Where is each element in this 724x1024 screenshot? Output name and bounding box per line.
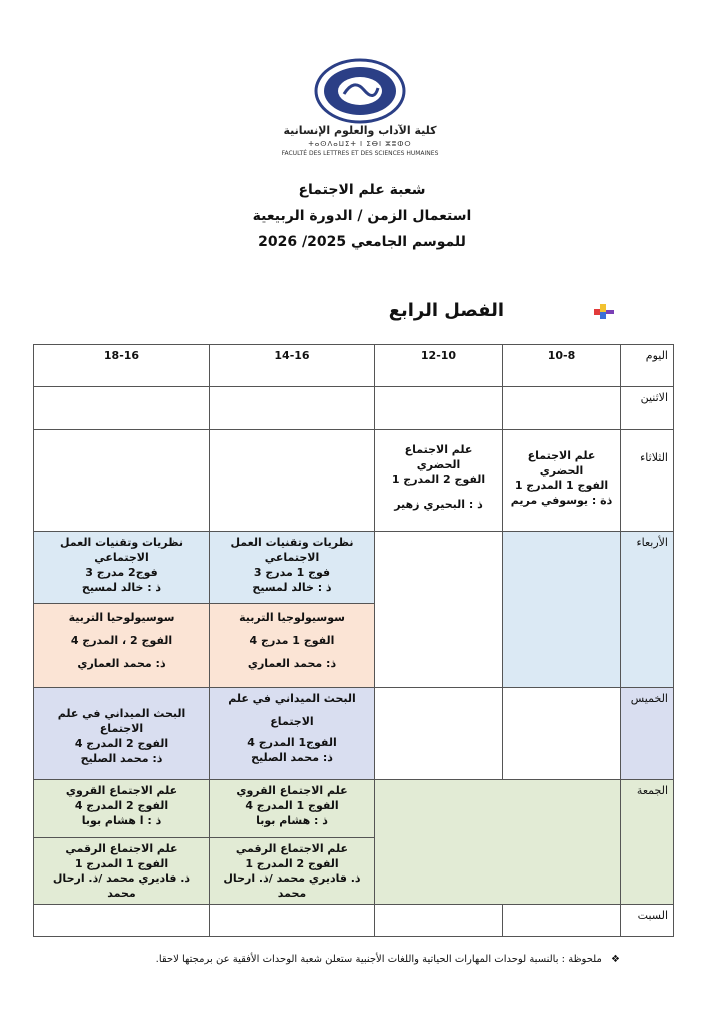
footnote [100,954,620,965]
footnote-text: ملحوظة : بالنسبة لوحدات المهارات الحياتية واللغات الأجنبية ستعلن شعبة الوحدات الأفقية عن برمجتها لاحقا. [155,954,602,965]
course-rural-sociology-g1: علم الاجتماع القروي الفوج 1 المدرج 4 ذ : هشام بوبا [210,780,375,838]
day-wednesday: الأربعاء [621,532,674,688]
cell-empty [503,688,621,780]
course-sociology-education-g1: سوسيولوجيا التربية الفوج 1 مدرج 4 ذ: محمد العماري [210,604,375,688]
cell-empty [210,387,375,430]
day-friday: الجمعة [621,780,674,905]
logo-french-text: FACULTÉ DES LETTRES ET DES SCIENCES HUMAINES [281,150,439,157]
course-digital-sociology-g1: علم الاجتماع الرقمي الفوج 1 المدرج 1 ذ. قاديري محمد /ذ. ارحال محمد [34,838,210,905]
cell-empty [375,780,621,905]
course-social-work-g2: نظريات وتقنيات العمل الاجتماعي فوج2 مدرج 3 ذ : خالد لمسيح [34,532,210,604]
day-thursday: الخميس [621,688,674,780]
header-slot-10-12: 12-10 [375,345,503,387]
course-urban-sociology-g2: علم الاجتماع الحضري الفوج 2 المدرج 1 ذ : البحيري زهير [375,430,503,532]
diamond-bullet-icon: ❖ [611,954,620,965]
course-sociology-education-g2: سوسيولوحيا التربية الفوج 2 ، المدرج 4 ذ: محمد العماري [34,604,210,688]
logo-arabic-text: كلية الآداب والعلوم الإنسانية [283,124,437,137]
cell-empty [503,532,621,688]
header-slot-8-10: 10-8 [503,345,621,387]
header-slot-16-18: 18-16 [34,345,210,387]
university-seal-icon [314,58,406,124]
semester-title: الفصل الرابع [388,300,504,321]
cell-empty [375,688,503,780]
cell-empty [34,387,210,430]
cell-empty [375,387,503,430]
cell-empty [210,430,375,532]
faculty-logo [270,58,450,163]
course-field-research-g2: البحث الميداني في علم الاجتماع الفوج 2 المدرج 4 ذ: محمد الصليح [34,688,210,780]
course-rural-sociology-g2: علم الاجتماع القروي الفوج 2 المدرج 4 ذ : ا هشام بوبا [34,780,210,838]
day-saturday: السبت [621,905,674,937]
cell-empty [34,905,210,937]
course-field-research-g1: البحث الميداني في علم الاجتماع الفوج1 المدرج 4 ذ: محمد الصليح [210,688,375,780]
cell-empty [503,387,621,430]
logo-tifinagh-text: ⵜⴰⵙⴷⴰⵡⵉⵜ ⵏ ⵉⴱⵏ ⵣⵓⵀⵔ [308,140,412,148]
schedule-title: استعمال الزمن / الدورة الربيعية [252,208,472,224]
day-tuesday: الثلاثاء [621,430,674,532]
header-day: اليوم [621,345,674,387]
colored-squares-icon [592,300,616,322]
cell-empty [375,532,503,688]
schedule-table [33,344,674,937]
cell-empty [34,430,210,532]
day-monday: الاثنين [621,387,674,430]
course-digital-sociology-g2: علم الاجتماع الرقمي الفوج 2 المدرج 1 ذ. قاديري محمد /ذ. ارحال محمد [210,838,375,905]
department-title: شعبة علم الاجتماع [298,182,426,198]
cell-empty [503,905,621,937]
course-urban-sociology-g1: علم الاجتماع الحضري الفوج 1 المدرج 1 ذة : يوسوفي مريم [503,430,621,532]
cell-empty [375,905,503,937]
header-slot-14-16: 14-16 [210,345,375,387]
academic-year: للموسم الجامعي 2025/ 2026 [258,234,466,250]
cell-empty [210,905,375,937]
course-social-work-g1: نظريات وتقنيات العمل الاجتماعي فوج 1 مدرج 3 ذ : خالد لمسيح [210,532,375,604]
